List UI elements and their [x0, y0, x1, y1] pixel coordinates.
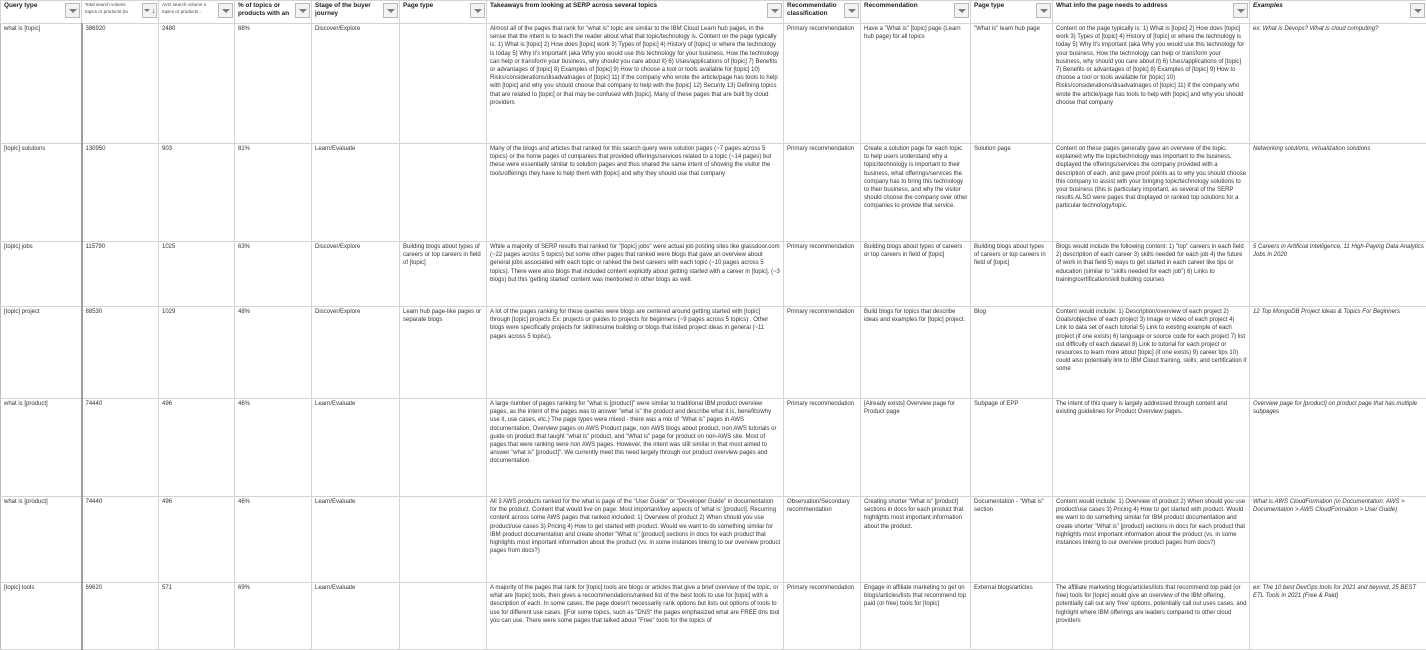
- cell-text: [403, 400, 484, 496]
- cell-text: 2480: [162, 26, 176, 32]
- cell-text: Discover/Explore: [315, 244, 361, 250]
- filter-dropdown-button[interactable]: [767, 3, 782, 18]
- table-row: [1, 497, 1426, 583]
- cell-total-volume[interactable]: [82, 307, 159, 399]
- header-label: Query type: [4, 2, 38, 9]
- cell-info[interactable]: [1053, 307, 1250, 399]
- header-recommendation-classification: [784, 1, 861, 24]
- header-label: Page type: [974, 2, 1005, 9]
- cell-page-type-2[interactable]: [971, 307, 1053, 399]
- cell-text: Networking solutions, virtualization solutions: [1253, 146, 1371, 152]
- cell-text: 74440: [85, 499, 103, 505]
- cell-text: Solution page: [974, 146, 1011, 152]
- cell-text: [403, 584, 484, 649]
- cell-total-volume[interactable]: [82, 497, 159, 583]
- chevron-down-icon: [144, 9, 150, 12]
- cell-text: what is [product]: [4, 499, 48, 505]
- cell-text: Building blogs about types of careers or top careers in field of [topic]: [864, 244, 963, 259]
- cell-total-volume[interactable]: [82, 144, 159, 242]
- cell-text: Observation/Secondary recommendation: [787, 499, 850, 514]
- cell-text: 496: [162, 401, 173, 407]
- cell-total-volume[interactable]: [82, 242, 159, 307]
- cell-text: [topic] project: [4, 309, 40, 315]
- cell-text: 88%: [238, 26, 251, 32]
- cell-query-type[interactable]: [1, 399, 82, 497]
- chevron-down-icon: [958, 9, 966, 13]
- cell-avg-volume[interactable]: [159, 583, 235, 650]
- cell-text: 12 Top MongoDB Project Ideas & Topics For Beginners: [1253, 309, 1400, 315]
- cell-percent[interactable]: [235, 307, 312, 399]
- cell-text: Blog: [974, 309, 987, 315]
- cell-text: 46%: [238, 401, 251, 407]
- cell-rec-class[interactable]: [784, 399, 861, 497]
- header-recommendation: [861, 1, 971, 24]
- cell-page-type[interactable]: [400, 583, 487, 650]
- filter-dropdown-button[interactable]: [954, 3, 969, 18]
- cell-text: Many of the blogs and articles that ranked for this search query were solution pages (~7 pages across 5 topics) or the home pages of companies that provided offerings/services related to a topic (~14 pages) but these were essentially similar to solution pages and thus shared the same intent of showing the visitor the tools/offerings they have to help them with [topic] and why they should use that company: [490, 146, 772, 177]
- cell-stage[interactable]: [312, 242, 400, 307]
- cell-stage[interactable]: [312, 583, 400, 650]
- header-avg-search-volume: [159, 1, 235, 24]
- cell-text: Discover/Explore: [315, 26, 361, 32]
- cell-text: 81%: [238, 146, 251, 152]
- cell-text: Primary recommendation: [787, 146, 855, 152]
- cell-text: Content would include: 1) Description/overview of each project 2) Goals/objective of each project 3) Image or video of each project 4) Link to data set of each tutorial 5) Link to existing example of each project (if one exists) 6) language or source code for each project 7) list out difficulty of each dataset 8) Link to tutorial for each project or resources to learn more about [topic] (if one exists) 9) career tips 10) could also potentially link to IBM Cloud training, skills, and certification if some: [1056, 309, 1247, 373]
- cell-text: Build blogs for topics that describe ideas and examples for [topic] project.: [864, 309, 966, 324]
- header-label: Recommendatio classification: [787, 2, 837, 17]
- cell-recommendation[interactable]: [861, 242, 971, 307]
- header-label: % of topics or products with an: [238, 2, 290, 17]
- cell-recommendation[interactable]: [861, 307, 971, 399]
- cell-text: Content would include: 1) Overview of product 2) When should you use product/use cases 3) Pricing 4) How to get started with product. Would we want to do something similar for IBM product documentation and create shorter "What is" [product] sections in docs for each product that highlights most important information about the product (vs. in some instances linking to our overview product pages from docs?): [1056, 499, 1246, 547]
- chevron-down-icon: [1414, 9, 1422, 13]
- cell-rec-class[interactable]: [784, 497, 861, 583]
- cell-total-volume[interactable]: [82, 24, 159, 144]
- cell-percent[interactable]: [235, 497, 312, 583]
- cell-text: [403, 498, 484, 582]
- cell-page-type-2[interactable]: [971, 497, 1053, 583]
- header-percent-topics: [235, 1, 312, 24]
- cell-text: The intent of this query is largely addressed through content and existing guidelines for Product Overview pages.: [1056, 401, 1228, 416]
- cell-rec-class[interactable]: [784, 242, 861, 307]
- cell-query-type[interactable]: [1, 497, 82, 583]
- cell-text: Documentation - "What is" section: [974, 499, 1044, 514]
- cell-text: ex: The 10 best DevOps tools for 2021 and beyond, 25 BEST ETL Tools in 2021 (Free & Paid): [1253, 585, 1417, 600]
- cell-recommendation[interactable]: [861, 583, 971, 650]
- cell-text: Discover/Explore: [315, 309, 361, 315]
- cell-text: 69620: [85, 585, 103, 591]
- cell-info[interactable]: [1053, 24, 1250, 144]
- header-label: Stage of the buyer journey: [315, 2, 371, 17]
- cell-text: Learn/Evaluate: [315, 146, 356, 152]
- cell-avg-volume[interactable]: [159, 242, 235, 307]
- cell-text: 63%: [238, 244, 251, 250]
- cell-text: Primary recommendation: [787, 585, 855, 591]
- cell-query-type[interactable]: [1, 24, 82, 144]
- cell-examples[interactable]: [1250, 24, 1426, 144]
- cell-avg-volume[interactable]: [159, 24, 235, 144]
- cell-recommendation[interactable]: [861, 24, 971, 144]
- cell-text: 903: [162, 146, 173, 152]
- header-query-type: [1, 1, 82, 24]
- cell-text: What is AWS CloudFormation (in Documentation: AWS > Documentation > AWS CloudFormation > User Guide): [1253, 499, 1405, 514]
- cell-page-type-2[interactable]: [971, 144, 1053, 242]
- filter-dropdown-button[interactable]: [844, 3, 859, 18]
- cell-text: Engage in affiliate marketing to get on blogs/articles/lists that recommend top paid (or free) tools for [topic]: [864, 585, 967, 608]
- cell-text: what is [topic]: [4, 26, 41, 32]
- filter-dropdown-button[interactable]: [65, 3, 80, 18]
- cell-text: 571: [162, 585, 173, 591]
- cell-recommendation[interactable]: [861, 399, 971, 497]
- cell-text: A large number of pages ranking for "what is [product]" were similar to traditional IBM product overview pages, as the intent of the pages was to answer "what is" the product and describe what it is, benefits/why use it, use cases, etc.) The page types were mixed - there was a mix of "What is" pages in AWS documentation, Overview pages on AWS Product page, non AWS blogs about product, non AWS tutorials or guide on product that taught "what is" product, and "What is" page for product on non-AWS site. Most of pages that were ranking were non AWS pages. However, the intent was still similar in that most aimed to answer "what is" [product]". We currently meet this need largely through our product overview pages and documentation.: [490, 401, 777, 465]
- cell-text: Learn/Evaluate: [315, 585, 356, 591]
- cell-text: [Already exists] Overview page for Product page: [864, 401, 956, 416]
- cell-text: Building blogs about types of careers or top careers in field of [topic]: [403, 244, 481, 267]
- cell-percent[interactable]: [235, 24, 312, 144]
- cell-text: 48%: [238, 309, 251, 315]
- cell-percent[interactable]: [235, 242, 312, 307]
- cell-takeaways[interactable]: [487, 497, 784, 583]
- cell-page-type[interactable]: [400, 242, 487, 307]
- table-row: [1, 307, 1426, 399]
- header-page-type-2: [971, 1, 1053, 24]
- filter-dropdown-button[interactable]: [1036, 3, 1051, 18]
- table-row: [1, 242, 1426, 307]
- header-label: Page type: [403, 2, 434, 9]
- cell-text: Blogs would include the following content: 1) "top" careers in each field 2) description of each career 3) skills needed for each job 4) the future of work in that field 5) ways to get started in each career like tips or education (similar to "skills needed for each job") 6) Links to training/certification/skill building courses: [1056, 244, 1244, 283]
- cell-query-type[interactable]: [1, 307, 82, 399]
- cell-page-type[interactable]: [400, 24, 487, 144]
- filter-dropdown-button[interactable]: [218, 3, 233, 18]
- cell-text: [403, 145, 484, 241]
- cell-page-type[interactable]: [400, 144, 487, 242]
- cell-percent[interactable]: [235, 583, 312, 650]
- cell-examples[interactable]: [1250, 307, 1426, 399]
- cell-rec-class[interactable]: [784, 583, 861, 650]
- cell-text: 115790: [85, 244, 106, 250]
- cell-page-type-2[interactable]: [971, 583, 1053, 650]
- cell-takeaways[interactable]: [487, 583, 784, 650]
- header-page-type: [400, 1, 487, 24]
- filter-dropdown-button[interactable]: [470, 3, 485, 18]
- cell-query-type[interactable]: [1, 144, 82, 242]
- cell-text: [403, 25, 484, 143]
- sort-filter-button[interactable]: [142, 3, 157, 18]
- cell-avg-volume[interactable]: [159, 497, 235, 583]
- cell-page-type-2[interactable]: [971, 24, 1053, 144]
- cell-text: Content on the page typically is: 1) What is [topic] 2) How does [topic] work 3) Types of [topic] 4) History of [topic] or where the technology is today 5) Why it's important (aka Why you would use this technology for your business, How the technology can help or transform your business, why should you care about it) 6) Uses/applications of [topic] 7) Benefits or advantages of [topic] 8) Examples of [topic] 9) How to choose a tool or tools available for [topic] 10) Risks/considerations/disadvatnages of [topic] 11) If the company who wrote the article/page has tools to help with [topic] and why you should choose that company: [1056, 26, 1245, 106]
- cell-text: The affiliate marketing blogs/articles/lists that recommend top paid (or free) tools for [topic] would give an overview of the IBM offering, potentially call out any 'free' options, potentially call out uses cases, and highlight where IBM offerings are leaders compared to other cloud providers: [1056, 585, 1247, 624]
- header-total-search-volume: [82, 1, 159, 24]
- chevron-down-icon: [1040, 9, 1048, 13]
- table-row: [1, 144, 1426, 242]
- table-row: [1, 583, 1426, 650]
- cell-text: Create a solution page for each topic to help users understand why a topic/technology is important to their business, what offerings/services the company has to bring this technology to their business, and why the visitor should choose the company over other companies to provide that service.: [864, 146, 968, 210]
- cell-page-type-2[interactable]: [971, 399, 1053, 497]
- cell-page-type[interactable]: [400, 497, 487, 583]
- cell-text: Learn/Evaluate: [315, 401, 356, 407]
- filter-dropdown-button[interactable]: [383, 3, 398, 18]
- cell-page-type[interactable]: [400, 307, 487, 399]
- header-info-to-address: [1053, 1, 1250, 24]
- cell-text: [topic] tools: [4, 585, 35, 591]
- cell-text: A majority of the pages that rank for [topic] tools are blogs or articles that give a brief overview of the topic, or what are [topic] tools, then gives a recocmmendations/ranked list of the best tools to use for [topic] with a description of each. In some cases, the page doesn't necessarily rank options but lists out options of tools to use for different use cases. [[For some topics, such as "DNS" the pages emphasized what are FREE dns tool you can use. There were some pages that talked about "Free" tools for the topics of: [490, 585, 780, 624]
- cell-examples[interactable]: [1250, 497, 1426, 583]
- cell-text: ex: What is Devops? What is cloud computing?: [1253, 26, 1379, 32]
- cell-text: 74440: [85, 401, 103, 407]
- table-row: [1, 399, 1426, 497]
- header-label: Recommendation: [864, 2, 918, 9]
- filter-dropdown-button[interactable]: [295, 3, 310, 18]
- cell-stage[interactable]: [312, 24, 400, 144]
- header-examples: [1250, 1, 1426, 24]
- cell-text: [topic] jobs: [4, 244, 33, 250]
- cell-text: Have a "What is" [topic] page (Learn hub page) for all topics: [864, 26, 961, 41]
- cell-rec-class[interactable]: [784, 24, 861, 144]
- cell-avg-volume[interactable]: [159, 144, 235, 242]
- filter-dropdown-button[interactable]: [1233, 3, 1248, 18]
- cell-info[interactable]: [1053, 497, 1250, 583]
- filter-dropdown-button[interactable]: [1410, 3, 1425, 18]
- cell-text: 386920: [85, 26, 106, 32]
- cell-page-type[interactable]: [400, 399, 487, 497]
- header-label: What info the page needs to address: [1056, 2, 1168, 9]
- cell-text: Primary recommendation: [787, 401, 855, 407]
- cell-query-type[interactable]: [1, 242, 82, 307]
- cell-text: All 3 AWS products ranked for the what is page of the "User Guide" or "Developer Guide" in documentation for the product. Content that would live on page: Most important/key aspects of 'what is' [product]. Recurring content across some AWS pages that ranked included: 1) Overview of product 2) When should you use product/use cases 3) Pricing 4) How to get started with product. Would we want to do something similar for IBM product documentation and create shorter "What is" [product] sections in docs for each product that highlights most important information about the product (vs. in some instances linking to our overview product pages from docs?): [490, 499, 781, 555]
- cell-text: Creating shorter "What is" [product] sections in docs for each product that highlights most important information about the product.: [864, 499, 964, 530]
- cell-text: Primary recommendation: [787, 26, 855, 32]
- cell-text: 496: [162, 499, 173, 505]
- cell-text: Primary recommendation: [787, 244, 855, 250]
- header-label: Total search volume topics or products (to: [85, 2, 128, 14]
- cell-text: A lot of the pages ranking for these queries were blogs are centered around getting started with [topic] through [topic] projects Ex: projects or guides to projects for beginners (~9 pages across 5 topics) . Other blogs were specifically projects for skill/resume building or blogs that listed project ideas in general (~11 pages across 5 topisc).: [490, 309, 769, 340]
- cell-info[interactable]: [1053, 144, 1250, 242]
- cell-total-volume[interactable]: [82, 399, 159, 497]
- cell-stage[interactable]: [312, 497, 400, 583]
- cell-text: 1029: [162, 309, 176, 315]
- header-takeaways: [487, 1, 784, 24]
- header-buyer-journey-stage: [312, 1, 400, 24]
- cell-stage[interactable]: [312, 144, 400, 242]
- cell-text: [topic] solutions: [4, 146, 46, 152]
- cell-rec-class[interactable]: [784, 144, 861, 242]
- chevron-down-icon: [387, 9, 395, 13]
- cell-text: Building blogs about types of careers or top careers in field of [topic]: [974, 244, 1046, 267]
- cell-percent[interactable]: [235, 399, 312, 497]
- cell-text: Learn hub page-like pages or separate blogs: [403, 309, 482, 324]
- cell-examples[interactable]: [1250, 399, 1426, 497]
- header-label: Examples: [1253, 2, 1283, 9]
- cell-text: 130950: [85, 146, 106, 152]
- cell-text: Overview page for [product] on product page that has multiple subpages: [1253, 401, 1418, 416]
- cell-text: what is [product]: [4, 401, 48, 407]
- cell-info[interactable]: [1053, 399, 1250, 497]
- sort-descending-icon: ↓: [151, 5, 156, 15]
- cell-text: External blogs/articles: [974, 585, 1033, 591]
- cell-text: Primary recommendation: [787, 309, 855, 315]
- cell-page-type-2[interactable]: [971, 242, 1053, 307]
- cell-examples[interactable]: [1250, 144, 1426, 242]
- cell-examples[interactable]: [1250, 242, 1426, 307]
- cell-takeaways[interactable]: [487, 307, 784, 399]
- cell-text: Subpage of EPP: [974, 401, 1019, 407]
- cell-takeaways[interactable]: [487, 399, 784, 497]
- cell-avg-volume[interactable]: [159, 399, 235, 497]
- cell-percent[interactable]: [235, 144, 312, 242]
- chevron-down-icon: [222, 9, 230, 13]
- cell-info[interactable]: [1053, 242, 1250, 307]
- chevron-down-icon: [1237, 9, 1245, 13]
- cell-rec-class[interactable]: [784, 307, 861, 399]
- chevron-down-icon: [771, 9, 779, 13]
- cell-text: Content on these pages generally gave an overview of the topic, explained why the topic/technology was important to the business, displayed the offerings/services the company provided with a description of each, and gave proof points as to why you should choose this company to assist with your bringing topic/technology solutions to your business (this is particulary important, as several of the SERP results ALSO were pages that displayed or ranked top solutions for a particular technology/topic.: [1056, 146, 1247, 210]
- cell-stage[interactable]: [312, 307, 400, 399]
- header-row: [1, 1, 1426, 24]
- table-row: [1, 24, 1426, 144]
- cell-takeaways[interactable]: [487, 242, 784, 307]
- cell-recommendation[interactable]: [861, 497, 971, 583]
- cell-examples[interactable]: [1250, 583, 1426, 650]
- cell-takeaways[interactable]: [487, 144, 784, 242]
- cell-text: 69%: [238, 585, 251, 591]
- chevron-down-icon: [848, 9, 856, 13]
- cell-text: Almost all of the pages that rank for "what is" topic are similar to the IBM Cloud Learn hub pages, in the sense that the intent is to teach the reader about what that topic/technology is. Content on the page typically is: 1) What is [topic] 2) How does [topic] work 3) Types of [topic] 4) History of [topic] or where the technology is today 5) Why it's important (aka Why you would use this technology for your business, How the technology can help or transform your business, why should you care about it) 6) Uses/applications of [topic] 7) Benefits or advantages of [topic] 8) Examples of [topic] 9) How to choose a tool or tools available for [topic] 10) Risks/considerations/disadvatnages of [topic] 11) If the company who wrote the article/page has tools to help with [topic] and why you should choose that company to help with the [topic] 12) Security 13) Defining topics that are related to [topic] or that may be confused with [topic]. Many of these pages that are built by cloud providers: [490, 26, 779, 106]
- cell-text: Learn/Evaluate: [315, 499, 356, 505]
- cell-text: 5 Careers in Artificial Intelligence, 11 High-Paying Data Analytics Jobs in 2020: [1253, 244, 1424, 259]
- cell-total-volume[interactable]: [82, 583, 159, 650]
- cell-info[interactable]: [1053, 583, 1250, 650]
- cell-recommendation[interactable]: [861, 144, 971, 242]
- cell-text: "What is" learn hub page: [974, 26, 1040, 32]
- cell-query-type[interactable]: [1, 583, 82, 650]
- chevron-down-icon: [69, 9, 77, 13]
- cell-text: 88530: [85, 309, 103, 315]
- header-label: AVG search volume o topics or products -: [162, 2, 207, 14]
- chevron-down-icon: [299, 9, 307, 13]
- cell-avg-volume[interactable]: [159, 307, 235, 399]
- chevron-down-icon: [474, 9, 482, 13]
- cell-stage[interactable]: [312, 399, 400, 497]
- cell-text: 46%: [238, 499, 251, 505]
- cell-text: While a majority of SERP results that ranked for "[topic] jobs" were actual job posting sites like glassdoor.com (~22 pages across 5 topics) but some other pages that ranked were blogs that gave an overview about general jobs associated with each topic or ranked the best careers with each topic (~10 pages across 5 topics). There were also blogs that included content explicitly about getting started with a career in [topic]. (~3 blogs) but this 'getting started' content was mentioned in other blogs as well.: [490, 244, 780, 283]
- cell-text: 1025: [162, 244, 176, 250]
- header-label: Takeaways from looking at SERP across several topics: [490, 2, 658, 9]
- cell-takeaways[interactable]: [487, 24, 784, 144]
